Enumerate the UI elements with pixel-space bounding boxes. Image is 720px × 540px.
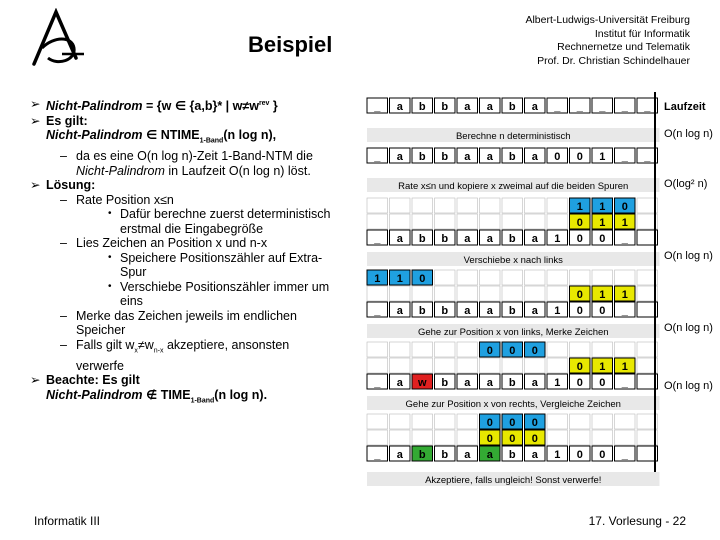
bullet-es-gilt: ➢ Es gilt: (30, 113, 88, 128)
tape-symbol: a (531, 305, 538, 317)
tape-symbol: a (464, 101, 471, 113)
tape-cell (457, 286, 478, 301)
tape-cell (615, 414, 636, 429)
tape-cell (367, 342, 388, 357)
sub-bullet-rate: – Rate Position x≤n (60, 192, 174, 207)
tape-symbol: 0 (599, 449, 606, 461)
tape-cell (457, 214, 478, 229)
runtime-entry: O(log² n) (664, 178, 708, 190)
tape-symbol: b (441, 233, 449, 245)
tape-symbol: a (486, 101, 493, 113)
caption-text: Akzeptiere, falls ungleich! Sonst verwerfe! (425, 475, 602, 486)
bullet-time-line: Nicht-Palindrom ∉ $TIME_{1-Band}(n$ log n). (46, 387, 268, 405)
tape-cell (435, 414, 456, 429)
tape-cell (502, 286, 523, 301)
tape-symbol: b (441, 305, 449, 317)
tape-diagram (365, 92, 700, 490)
divider-line (654, 92, 656, 472)
tape-symbol: a (486, 151, 493, 163)
tape-symbol: 0 (576, 233, 583, 245)
tape-cell (390, 342, 411, 357)
tape-cell (592, 414, 613, 429)
tape-symbol: 0 (531, 417, 538, 429)
tape-symbol: 0 (599, 305, 606, 317)
tape-cell (367, 414, 388, 429)
tape-symbol: 0 (576, 449, 583, 461)
tape-symbol: 0 (576, 217, 583, 229)
runtime-entry: O(n log n) (664, 380, 713, 392)
sub-bullet-lies: – Lies Zeichen an Position x und n-x (60, 236, 268, 251)
tape-symbol: 0 (486, 417, 493, 429)
tape-symbol: a (396, 233, 403, 245)
tape-cell (457, 430, 478, 445)
tape-cell (390, 358, 411, 373)
tape-symbol: b (418, 101, 426, 113)
tape-symbol: 0 (509, 345, 516, 357)
tape-cell (367, 214, 388, 229)
caption-band (367, 396, 660, 410)
caption-text: Gehe zur Position x von rechts, Vergleiche Zeichen (405, 399, 621, 410)
tape-symbol: a (396, 151, 403, 163)
bullet-loesung: ➢ Lösung: (30, 178, 96, 193)
tape-cell (570, 270, 591, 285)
tape-symbol: a (464, 151, 471, 163)
tape-symbol: 0 (576, 305, 583, 317)
tape-symbol: b (418, 305, 426, 317)
bullet-ntime-line: Nicht-Palindrom ∈ $NTIME_{1-Band}(n$ log n), (46, 128, 277, 145)
tape-symbol: b (441, 151, 449, 163)
tape-cell (547, 358, 568, 373)
arrow-bullet-icon: ➢ (30, 113, 41, 128)
runtime-header: Laufzeit (664, 101, 706, 113)
tape-symbol: 1 (599, 201, 606, 213)
caption-band (367, 472, 660, 486)
caption-band (367, 324, 660, 338)
tape-cell (502, 358, 523, 373)
tape-symbol: _ (374, 305, 381, 317)
tape-symbol: 1 (599, 217, 606, 229)
tape-symbol: 1 (599, 151, 606, 163)
tape-cell (457, 198, 478, 213)
tape-symbol: 1 (599, 361, 606, 373)
tape-symbol: a (464, 233, 471, 245)
tape-cell (592, 430, 613, 445)
tape-symbol: a (531, 449, 538, 461)
tape-cell (615, 270, 636, 285)
tape-symbol: 1 (374, 273, 381, 285)
tape-cell (412, 342, 433, 357)
tape-cell (412, 214, 433, 229)
tape-cell (547, 430, 568, 445)
tape-symbol: _ (554, 101, 561, 113)
tape-cell (435, 214, 456, 229)
tape-cell (435, 358, 456, 373)
institution-line: Prof. Dr. Christian Schindelhauer (537, 54, 690, 67)
tape-cell (435, 270, 456, 285)
tape-symbol: b (508, 449, 516, 461)
tape-symbol: a (464, 449, 471, 461)
tape-symbol: b (508, 305, 516, 317)
tape-cell (412, 358, 433, 373)
tape-cell (367, 358, 388, 373)
caption-text: Verschiebe x nach links (463, 255, 563, 266)
institution-line: Rechnernetze und Telematik (557, 41, 690, 53)
tape-cell (457, 358, 478, 373)
tape-cell (412, 198, 433, 213)
tape-symbol: a (464, 377, 471, 389)
tape-symbol: b (441, 449, 449, 461)
tape-cell (480, 286, 501, 301)
tape-symbol: 0 (576, 361, 583, 373)
tape-cell (480, 214, 501, 229)
tape-symbol: _ (644, 151, 651, 163)
tape-symbol: 1 (621, 361, 628, 373)
caption-band (367, 252, 660, 266)
tape-cell (435, 286, 456, 301)
tape-symbol: _ (374, 377, 381, 389)
tape-cell (480, 198, 501, 213)
tape-symbol: _ (374, 101, 381, 113)
tape-cell (525, 358, 546, 373)
tape-symbol: a (464, 305, 471, 317)
tape-cell (570, 430, 591, 445)
tape-cell (570, 414, 591, 429)
tape-symbol: 1 (599, 289, 606, 301)
arrow-bullet-icon: ➢ (30, 97, 41, 111)
bullet-beachte: ➢ Beachte: Es gilt (30, 373, 140, 388)
tape-symbol: a (531, 233, 538, 245)
tape-cell (547, 414, 568, 429)
tape-cell (412, 414, 433, 429)
institution-line: Albert-Ludwigs-Universität Freiburg (525, 14, 690, 26)
sub-sub-bullet: • Verschiebe Positionszähler immer um eins (108, 279, 330, 309)
tape-symbol: b (508, 101, 516, 113)
tape-symbol: 0 (486, 433, 493, 445)
caption-text: Berechne n deterministisch (455, 131, 571, 142)
sub-bullet-falls: – Falls gilt $w_x\ne w_{n-x}$ akzeptiere, ansonsten verwerfe (60, 337, 290, 373)
caption-band (367, 128, 660, 142)
tape-symbol: _ (374, 151, 381, 163)
tape-symbol: 0 (509, 417, 516, 429)
tape-cell (457, 414, 478, 429)
runtime-entry: O(n log n) (664, 322, 713, 334)
tape-symbol: 0 (576, 289, 583, 301)
tape-symbol: _ (599, 101, 606, 113)
tape-symbol: a (486, 233, 493, 245)
tape-cell (435, 430, 456, 445)
tape-cell (435, 342, 456, 357)
tape-cell (480, 270, 501, 285)
tape-cell (390, 286, 411, 301)
tape-cell (367, 430, 388, 445)
tape-symbol: w (417, 377, 427, 389)
tape-symbol: 1 (554, 305, 561, 317)
tape-symbol: _ (644, 101, 651, 113)
institution-line: Institut für Informatik (594, 27, 690, 40)
tape-cell (547, 270, 568, 285)
tape-symbol: 0 (531, 345, 538, 357)
tape-symbol: 0 (509, 433, 516, 445)
tape-symbol: b (508, 377, 516, 389)
tape-symbol: a (486, 377, 493, 389)
tape-symbol: b (441, 377, 449, 389)
sub-sub-bullet: • Speichere Positionszähler auf Extra- Spur (108, 250, 323, 280)
tape-symbol: 1 (554, 449, 561, 461)
sub-bullet-reason: – da es eine O(n log n)-Zeit 1-Band-NTM die Nicht-Palindrom in Laufzeit O(n log n) löst. (60, 149, 313, 178)
tape-symbol: _ (621, 305, 628, 317)
arrow-bullet-icon: ➢ (30, 178, 41, 193)
tape-symbol: 1 (621, 217, 628, 229)
tape-symbol: 0 (576, 151, 583, 163)
tape-cell (570, 342, 591, 357)
tape-cell (502, 214, 523, 229)
tape-cell (525, 214, 546, 229)
tape-symbol: a (396, 101, 403, 113)
tape-symbol: _ (374, 449, 381, 461)
tape-cell (412, 430, 433, 445)
tape-cell (525, 198, 546, 213)
tape-symbol: a (396, 305, 403, 317)
runtime-entry: O(n log n) (664, 250, 713, 262)
tape-cell (435, 198, 456, 213)
tape-symbol: 1 (621, 289, 628, 301)
tape-cell (390, 414, 411, 429)
tape-symbol: b (441, 101, 449, 113)
tape-symbol: _ (576, 101, 583, 113)
tape-cell (547, 286, 568, 301)
tape-symbol: b (508, 233, 516, 245)
tape-symbol: 0 (486, 345, 493, 357)
tape-symbol: _ (621, 151, 628, 163)
tape-symbol: a (486, 449, 493, 461)
tape-symbol: b (418, 233, 426, 245)
tape-cell (592, 342, 613, 357)
sub-bullet-merke: – Merke das Zeichen jeweils im endlichen Speicher (60, 308, 297, 338)
arrow-bullet-icon: ➢ (30, 373, 41, 388)
tape-cell (367, 198, 388, 213)
tape-cell (547, 342, 568, 357)
tape-symbol: 1 (576, 201, 583, 213)
tape-symbol: 0 (531, 433, 538, 445)
tape-cell (547, 214, 568, 229)
tape-symbol: a (486, 305, 493, 317)
tape-cell (367, 286, 388, 301)
runtime-entry: O(n log n) (664, 128, 713, 140)
tape-cell (457, 270, 478, 285)
footer-course: Informatik III (34, 514, 101, 528)
tape-symbol: b (418, 151, 426, 163)
sub-sub-bullet: • Dafür berechne zuerst deterministisch erstmal die Eingabegröße (108, 207, 331, 236)
caption-text: Rate x≤n und kopiere x zweimal auf die beiden Spuren (398, 181, 629, 192)
tape-symbol: _ (374, 233, 381, 245)
caption-text: Gehe zur Position x von links, Merke Zeichen (417, 327, 609, 338)
tape-cell (390, 198, 411, 213)
slide-title: Beispiel (248, 32, 333, 57)
tape-symbol: a (396, 377, 403, 389)
tape-symbol: 1 (396, 273, 403, 285)
tape-cell (592, 270, 613, 285)
tape-symbol: a (396, 449, 403, 461)
bullet-definition: ➢ Nicht-Palindrom = {w ∈ {a,b}* | $w\ne w^{rev}$ } (30, 97, 278, 114)
tape-symbol: 0 (419, 273, 426, 285)
institution-block (430, 14, 690, 68)
tape-cell (615, 430, 636, 445)
tape-symbol: _ (621, 101, 628, 113)
tape-symbol: _ (621, 449, 628, 461)
tape-symbol: b (418, 449, 426, 461)
tape-cell (525, 270, 546, 285)
tape-symbol: 0 (599, 377, 606, 389)
tape-symbol: _ (621, 377, 628, 389)
caption-band (367, 178, 660, 192)
tape-symbol: 0 (554, 151, 561, 163)
tape-symbol: a (531, 377, 538, 389)
tape-cell (480, 358, 501, 373)
tape-symbol: 0 (621, 201, 628, 213)
tape-cell (457, 342, 478, 357)
tape-symbol: 0 (599, 233, 606, 245)
tape-symbol: 1 (554, 377, 561, 389)
tape-cell (390, 430, 411, 445)
tape-cell (502, 198, 523, 213)
tape-symbol: a (531, 101, 538, 113)
tape-cell (412, 286, 433, 301)
tape-symbol: 0 (576, 377, 583, 389)
tape-cell (525, 286, 546, 301)
tape-cell (615, 342, 636, 357)
tape-cell (547, 198, 568, 213)
footer-lecture: 17. Vorlesung - 22 (588, 514, 686, 528)
tape-symbol: _ (621, 233, 628, 245)
tape-cell (502, 270, 523, 285)
tape-cell (390, 214, 411, 229)
tape-symbol: b (508, 151, 516, 163)
university-logo (28, 8, 88, 70)
tape-symbol: 1 (554, 233, 561, 245)
bullet-list (30, 97, 360, 409)
tape-symbol: a (531, 151, 538, 163)
